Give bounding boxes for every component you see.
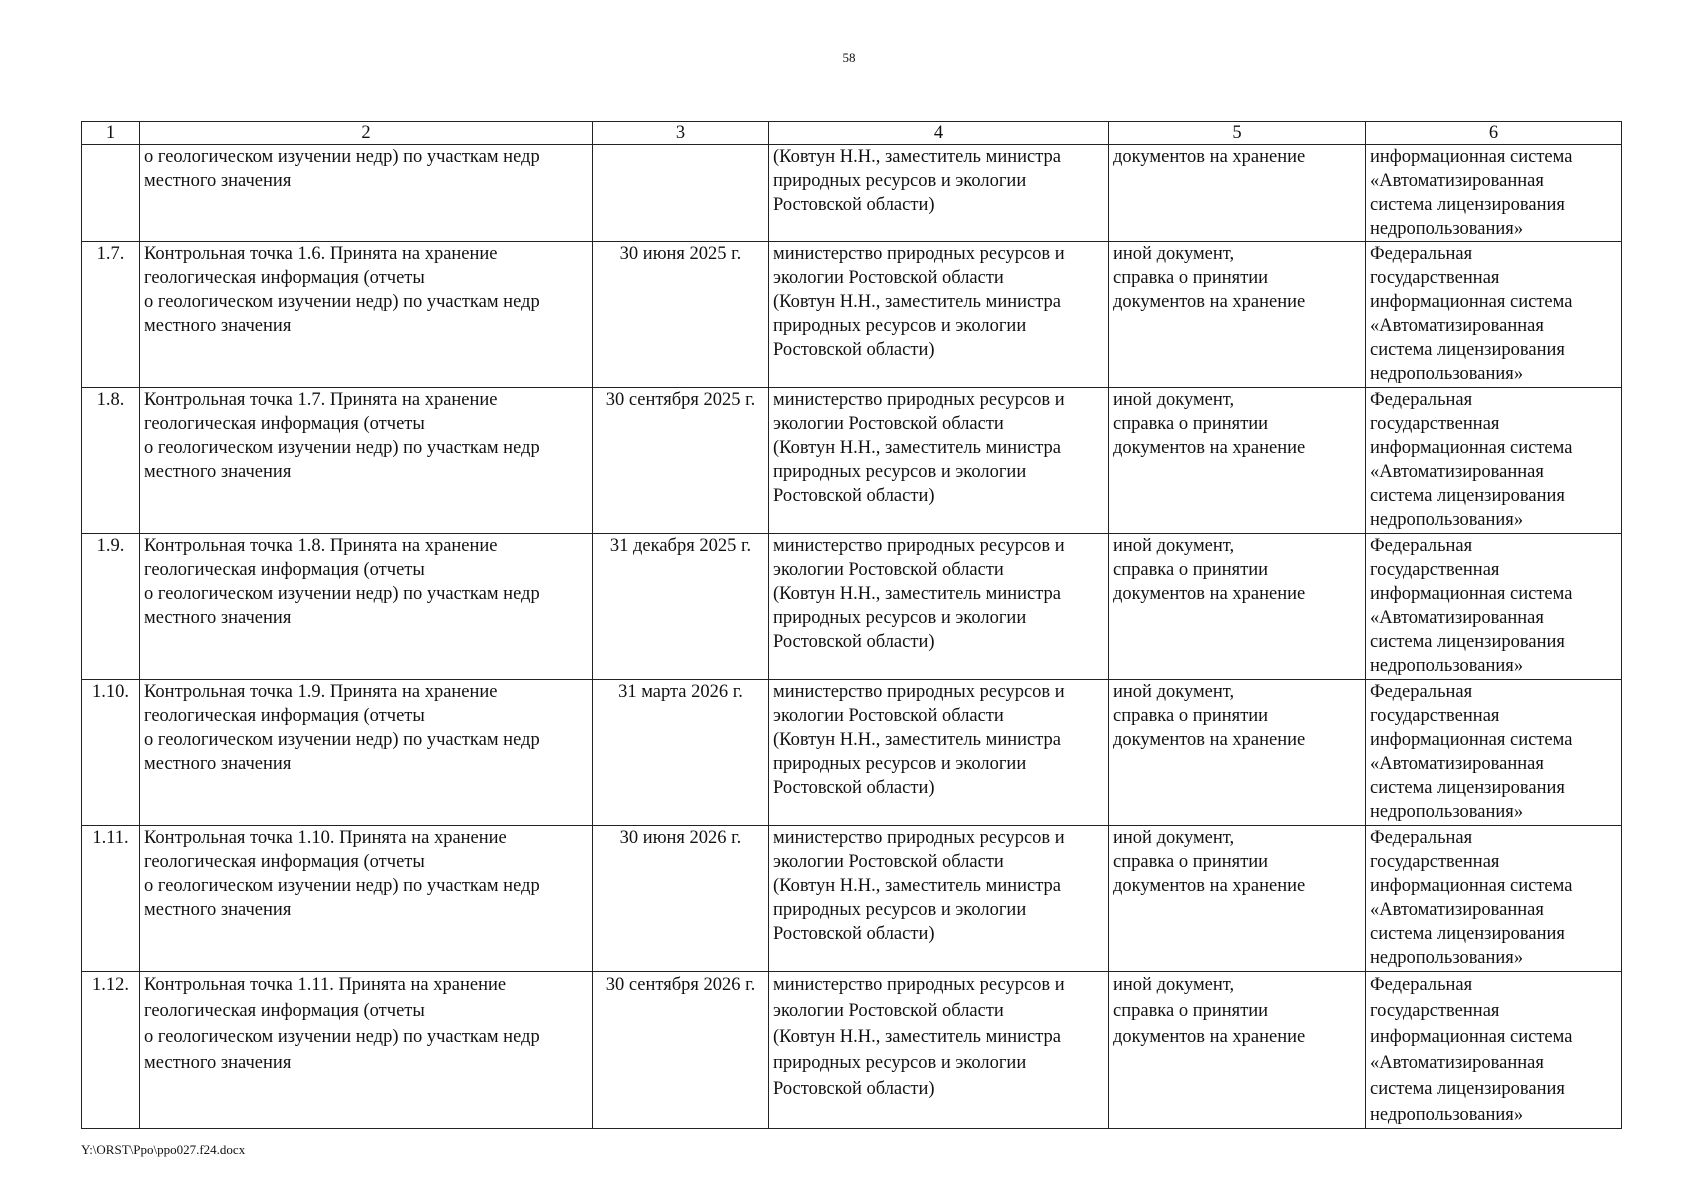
text-line: о геологическом изучении недр) по участкам недр (144, 1027, 540, 1047)
text-line: местного значения (144, 754, 292, 774)
text-line: природных ресурсов и экологии (773, 1053, 1027, 1073)
text-line: (Ковтун Н.Н., заместитель министра (773, 1027, 1062, 1047)
text-line: справка о принятии (1113, 560, 1269, 580)
text-line: документов на хранение (1113, 147, 1306, 167)
column-header-5: 5 (1109, 122, 1366, 145)
deadline: 31 декабря 2025 г. (593, 534, 769, 680)
text-line: природных ресурсов и экологии (773, 754, 1027, 774)
text-line: местного значения (144, 316, 292, 336)
row-number: 1.12. (82, 972, 140, 1129)
text-line: «Автоматизированная (1370, 608, 1544, 628)
column-header-1: 1 (82, 122, 140, 145)
text-line: информационная система (1370, 584, 1573, 604)
text-line: государственная (1370, 560, 1500, 580)
text-line: документов на хранение (1113, 584, 1306, 604)
text-line: экологии Ростовской области (773, 852, 1004, 872)
row-number: 1.7. (82, 242, 140, 388)
text-line: Контрольная точка 1.9. Принята на хранение (144, 682, 498, 702)
text-line: система лицензирования (1370, 486, 1565, 506)
text-line: геологическая информация (отчеты (144, 1001, 425, 1021)
text-line: геологическая информация (отчеты (144, 268, 425, 288)
text-line: о геологическом изучении недр) по участкам недр (144, 584, 540, 604)
text-line: документов на хранение (1113, 438, 1306, 458)
text-line: местного значения (144, 608, 292, 628)
text-line: экологии Ростовской области (773, 414, 1004, 434)
text-line: «Автоматизированная (1370, 900, 1544, 920)
text-line: местного значения (144, 900, 292, 920)
text-line: система лицензирования (1370, 195, 1565, 215)
text-line: Федеральная (1370, 682, 1473, 702)
control-points-table (81, 121, 1622, 1129)
text-line: Федеральная (1370, 244, 1473, 264)
responsible (769, 242, 1109, 388)
deadline: 30 июня 2025 г. (593, 242, 769, 388)
responsible (769, 972, 1109, 1129)
text-line: государственная (1370, 414, 1500, 434)
file-path-footer: Y:\ORST\Ppo\ppo027.f24.docx (81, 1142, 246, 1157)
text-line: «Автоматизированная (1370, 1053, 1544, 1073)
event-description (140, 145, 593, 242)
text-line: государственная (1370, 852, 1500, 872)
row-number: 1.11. (82, 826, 140, 972)
text-line: природных ресурсов и экологии (773, 316, 1027, 336)
text-line: справка о принятии (1113, 414, 1269, 434)
text-line: геологическая информация (отчеты (144, 852, 425, 872)
text-line: Контрольная точка 1.6. Принята на хранение (144, 244, 498, 264)
event-description (140, 972, 593, 1129)
text-line: Ростовской области) (773, 195, 935, 215)
text-line: недропользования» (1370, 656, 1524, 676)
text-line: документов на хранение (1113, 730, 1306, 750)
text-line: геологическая информация (отчеты (144, 706, 425, 726)
column-header-6: 6 (1366, 122, 1622, 145)
text-line: геологическая информация (отчеты (144, 414, 425, 434)
text-line: Ростовской области) (773, 340, 935, 360)
text-line: иной документ, (1113, 975, 1235, 995)
text-line: «Автоматизированная (1370, 316, 1544, 336)
text-line: недропользования» (1370, 510, 1524, 530)
deadline (593, 145, 769, 242)
text-line: недропользования» (1370, 364, 1524, 384)
document-type (1109, 972, 1366, 1129)
text-line: Ростовской области) (773, 778, 935, 798)
text-line: государственная (1370, 268, 1500, 288)
text-line: система лицензирования (1370, 924, 1565, 944)
responsible (769, 680, 1109, 826)
text-line: Контрольная точка 1.7. Принята на хранение (144, 390, 498, 410)
event-description (140, 242, 593, 388)
text-line: «Автоматизированная (1370, 171, 1544, 191)
text-line: о геологическом изучении недр) по участкам недр (144, 147, 540, 167)
responsible (769, 826, 1109, 972)
text-line: справка о принятии (1113, 1001, 1269, 1021)
text-line: министерство природных ресурсов и (773, 536, 1065, 556)
text-line: министерство природных ресурсов и (773, 682, 1065, 702)
text-line: (Ковтун Н.Н., заместитель министра (773, 292, 1062, 312)
document-type (1109, 242, 1366, 388)
text-line: информационная система (1370, 730, 1573, 750)
text-line: о геологическом изучении недр) по участкам недр (144, 292, 540, 312)
information-system (1366, 242, 1622, 388)
text-line: природных ресурсов и экологии (773, 900, 1027, 920)
text-line: о геологическом изучении недр) по участкам недр (144, 438, 540, 458)
text-line: министерство природных ресурсов и (773, 390, 1065, 410)
text-line: Федеральная (1370, 975, 1473, 995)
text-line: местного значения (144, 1053, 292, 1073)
information-system (1366, 680, 1622, 826)
text-line: система лицензирования (1370, 1079, 1565, 1099)
text-line: иной документ, (1113, 828, 1235, 848)
column-header-4: 4 (769, 122, 1109, 145)
table-row (82, 534, 1622, 680)
text-line: система лицензирования (1370, 340, 1565, 360)
text-line: о геологическом изучении недр) по участкам недр (144, 876, 540, 896)
text-line: Федеральная (1370, 390, 1473, 410)
text-line: документов на хранение (1113, 876, 1306, 896)
continuation-row (82, 145, 1622, 242)
text-line: Контрольная точка 1.11. Принята на хранение (144, 975, 507, 995)
deadline: 30 сентября 2025 г. (593, 388, 769, 534)
column-number-row (82, 122, 1622, 145)
text-line: геологическая информация (отчеты (144, 560, 425, 580)
deadline: 31 марта 2026 г. (593, 680, 769, 826)
text-line: система лицензирования (1370, 778, 1565, 798)
text-line: «Автоматизированная (1370, 462, 1544, 482)
text-line: министерство природных ресурсов и (773, 828, 1065, 848)
text-line: иной документ, (1113, 244, 1235, 264)
information-system (1366, 826, 1622, 972)
text-line: справка о принятии (1113, 268, 1269, 288)
information-system (1366, 388, 1622, 534)
text-line: документов на хранение (1113, 1027, 1306, 1047)
deadline: 30 июня 2026 г. (593, 826, 769, 972)
page-number: 58 (842, 50, 856, 65)
text-line: Контрольная точка 1.10. Принята на хранение (144, 828, 507, 848)
responsible (769, 388, 1109, 534)
document-type (1109, 145, 1366, 242)
text-line: справка о принятии (1113, 706, 1269, 726)
text-line: экологии Ростовской области (773, 560, 1004, 580)
text-line: местного значения (144, 171, 292, 191)
text-line: Ростовской области) (773, 1079, 935, 1099)
row-number: 1.9. (82, 534, 140, 680)
responsible (769, 534, 1109, 680)
text-line: Ростовской области) (773, 632, 935, 652)
document-type (1109, 388, 1366, 534)
text-line: система лицензирования (1370, 632, 1565, 652)
row-number: 1.8. (82, 388, 140, 534)
text-line: природных ресурсов и экологии (773, 462, 1027, 482)
text-line: министерство природных ресурсов и (773, 244, 1065, 264)
document-type (1109, 534, 1366, 680)
column-header-2: 2 (140, 122, 593, 145)
text-line: местного значения (144, 462, 292, 482)
text-line: «Автоматизированная (1370, 754, 1544, 774)
text-line: информационная система (1370, 147, 1573, 167)
text-line: Ростовской области) (773, 924, 935, 944)
text-line: (Ковтун Н.Н., заместитель министра (773, 147, 1062, 167)
text-line: (Ковтун Н.Н., заместитель министра (773, 438, 1062, 458)
deadline: 30 сентября 2026 г. (593, 972, 769, 1129)
text-line: экологии Ростовской области (773, 1001, 1004, 1021)
text-line: природных ресурсов и экологии (773, 171, 1027, 191)
document-type (1109, 680, 1366, 826)
text-line: недропользования» (1370, 1105, 1524, 1125)
text-line: (Ковтун Н.Н., заместитель министра (773, 584, 1062, 604)
column-header-3: 3 (593, 122, 769, 145)
table-row (82, 826, 1622, 972)
text-line: экологии Ростовской области (773, 268, 1004, 288)
event-description (140, 534, 593, 680)
information-system (1366, 145, 1622, 242)
event-description (140, 388, 593, 534)
text-line: справка о принятии (1113, 852, 1269, 872)
table-row (82, 388, 1622, 534)
text-line: Контрольная точка 1.8. Принята на хранение (144, 536, 498, 556)
table-row (82, 242, 1622, 388)
event-description (140, 680, 593, 826)
text-line: недропользования» (1370, 948, 1524, 968)
text-line: Ростовской области) (773, 486, 935, 506)
text-line: недропользования» (1370, 219, 1524, 239)
text-line: о геологическом изучении недр) по участкам недр (144, 730, 540, 750)
event-description (140, 826, 593, 972)
text-line: государственная (1370, 1001, 1500, 1021)
table-row (82, 680, 1622, 826)
text-line: документов на хранение (1113, 292, 1306, 312)
text-line: иной документ, (1113, 682, 1235, 702)
text-line: государственная (1370, 706, 1500, 726)
information-system (1366, 972, 1622, 1129)
text-line: (Ковтун Н.Н., заместитель министра (773, 730, 1062, 750)
text-line: министерство природных ресурсов и (773, 975, 1065, 995)
table-row (82, 972, 1622, 1129)
responsible (769, 145, 1109, 242)
text-line: природных ресурсов и экологии (773, 608, 1027, 628)
text-line: информационная система (1370, 292, 1573, 312)
text-line: информационная система (1370, 1027, 1573, 1047)
text-line: иной документ, (1113, 390, 1235, 410)
text-line: экологии Ростовской области (773, 706, 1004, 726)
document-type (1109, 826, 1366, 972)
table-body (82, 145, 1622, 1129)
text-line: (Ковтун Н.Н., заместитель министра (773, 876, 1062, 896)
row-number: 1.10. (82, 680, 140, 826)
row-number (82, 145, 140, 242)
text-line: информационная система (1370, 438, 1573, 458)
information-system (1366, 534, 1622, 680)
text-line: Федеральная (1370, 828, 1473, 848)
text-line: информационная система (1370, 876, 1573, 896)
text-line: иной документ, (1113, 536, 1235, 556)
text-line: Федеральная (1370, 536, 1473, 556)
text-line: недропользования» (1370, 802, 1524, 822)
